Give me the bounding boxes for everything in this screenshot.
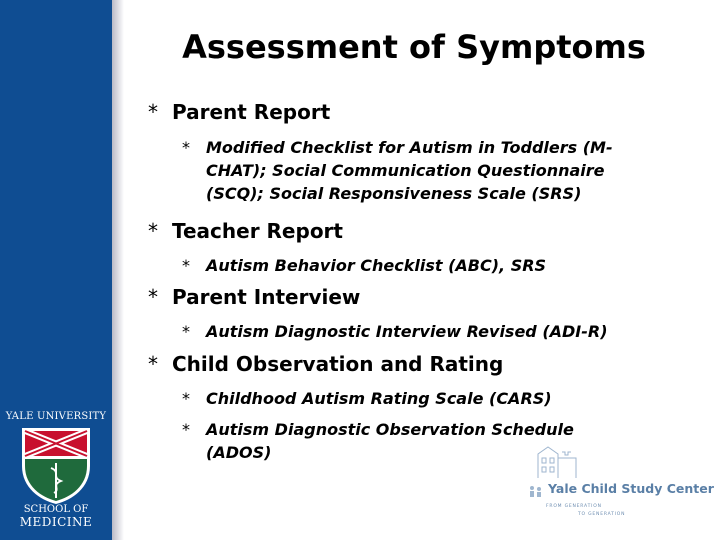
sub-bullet-teacher-report-tools xyxy=(182,254,546,277)
bullet-teacher-report xyxy=(148,219,343,243)
bullet-marker: * xyxy=(148,100,158,124)
school-of-medicine-label xyxy=(0,504,112,528)
sub-bullet-marker: * xyxy=(182,322,190,341)
logo-tagline-2: TO GENERATION xyxy=(578,512,626,517)
bullet-label: Child Observation and Rating xyxy=(172,352,504,376)
sub-bullet-marker: * xyxy=(182,420,190,439)
bullet-parent-interview xyxy=(148,285,360,309)
sub-bullet-parent-report-tools xyxy=(182,136,662,205)
yale-medicine-shield-icon xyxy=(18,426,94,506)
medicine-text: MEDICINE xyxy=(19,515,93,529)
slide-title: Assessment of Symptoms xyxy=(182,28,646,66)
bullet-label: Parent Report xyxy=(172,100,331,124)
child-study-center-logo-text: Yale Child Study Center xyxy=(548,481,714,496)
sub-bullet-text: Autism Diagnostic Interview Revised (ADI-R) xyxy=(206,322,608,341)
sub-bullet-text: Modified Checklist for Autism in Toddlers (M-CHAT); Social Communication Questionnaire (SCQ); Social Responsiveness Scale (SRS) xyxy=(206,138,613,203)
sub-bullet-marker: * xyxy=(182,138,190,157)
bullet-parent-report xyxy=(148,100,330,124)
yale-university-label: YALE UNIVERSITY xyxy=(5,411,107,422)
sub-bullet-text: Autism Behavior Checklist (ABC), SRS xyxy=(206,256,547,275)
sub-bullet-cars xyxy=(182,387,552,410)
bullet-child-observation xyxy=(148,352,503,376)
bullet-label: Parent Interview xyxy=(172,285,361,309)
sub-bullet-marker: * xyxy=(182,256,190,275)
logo-tagline-1: FROM GENERATION xyxy=(546,504,602,509)
bullet-label: Teacher Report xyxy=(172,219,343,243)
bullet-marker: * xyxy=(148,352,158,376)
sub-bullet-text: Childhood Autism Rating Scale (CARS) xyxy=(206,389,552,408)
bullet-marker: * xyxy=(148,219,158,243)
sidebar-edge xyxy=(112,0,124,540)
sub-bullet-text: Autism Diagnostic Observation Schedule (ADOS) xyxy=(206,420,574,462)
bullet-marker: * xyxy=(148,285,158,309)
sub-bullet-parent-interview-tools xyxy=(182,320,608,343)
school-of-text: SCHOOL OF xyxy=(23,504,89,515)
sub-bullet-marker: * xyxy=(182,389,190,408)
